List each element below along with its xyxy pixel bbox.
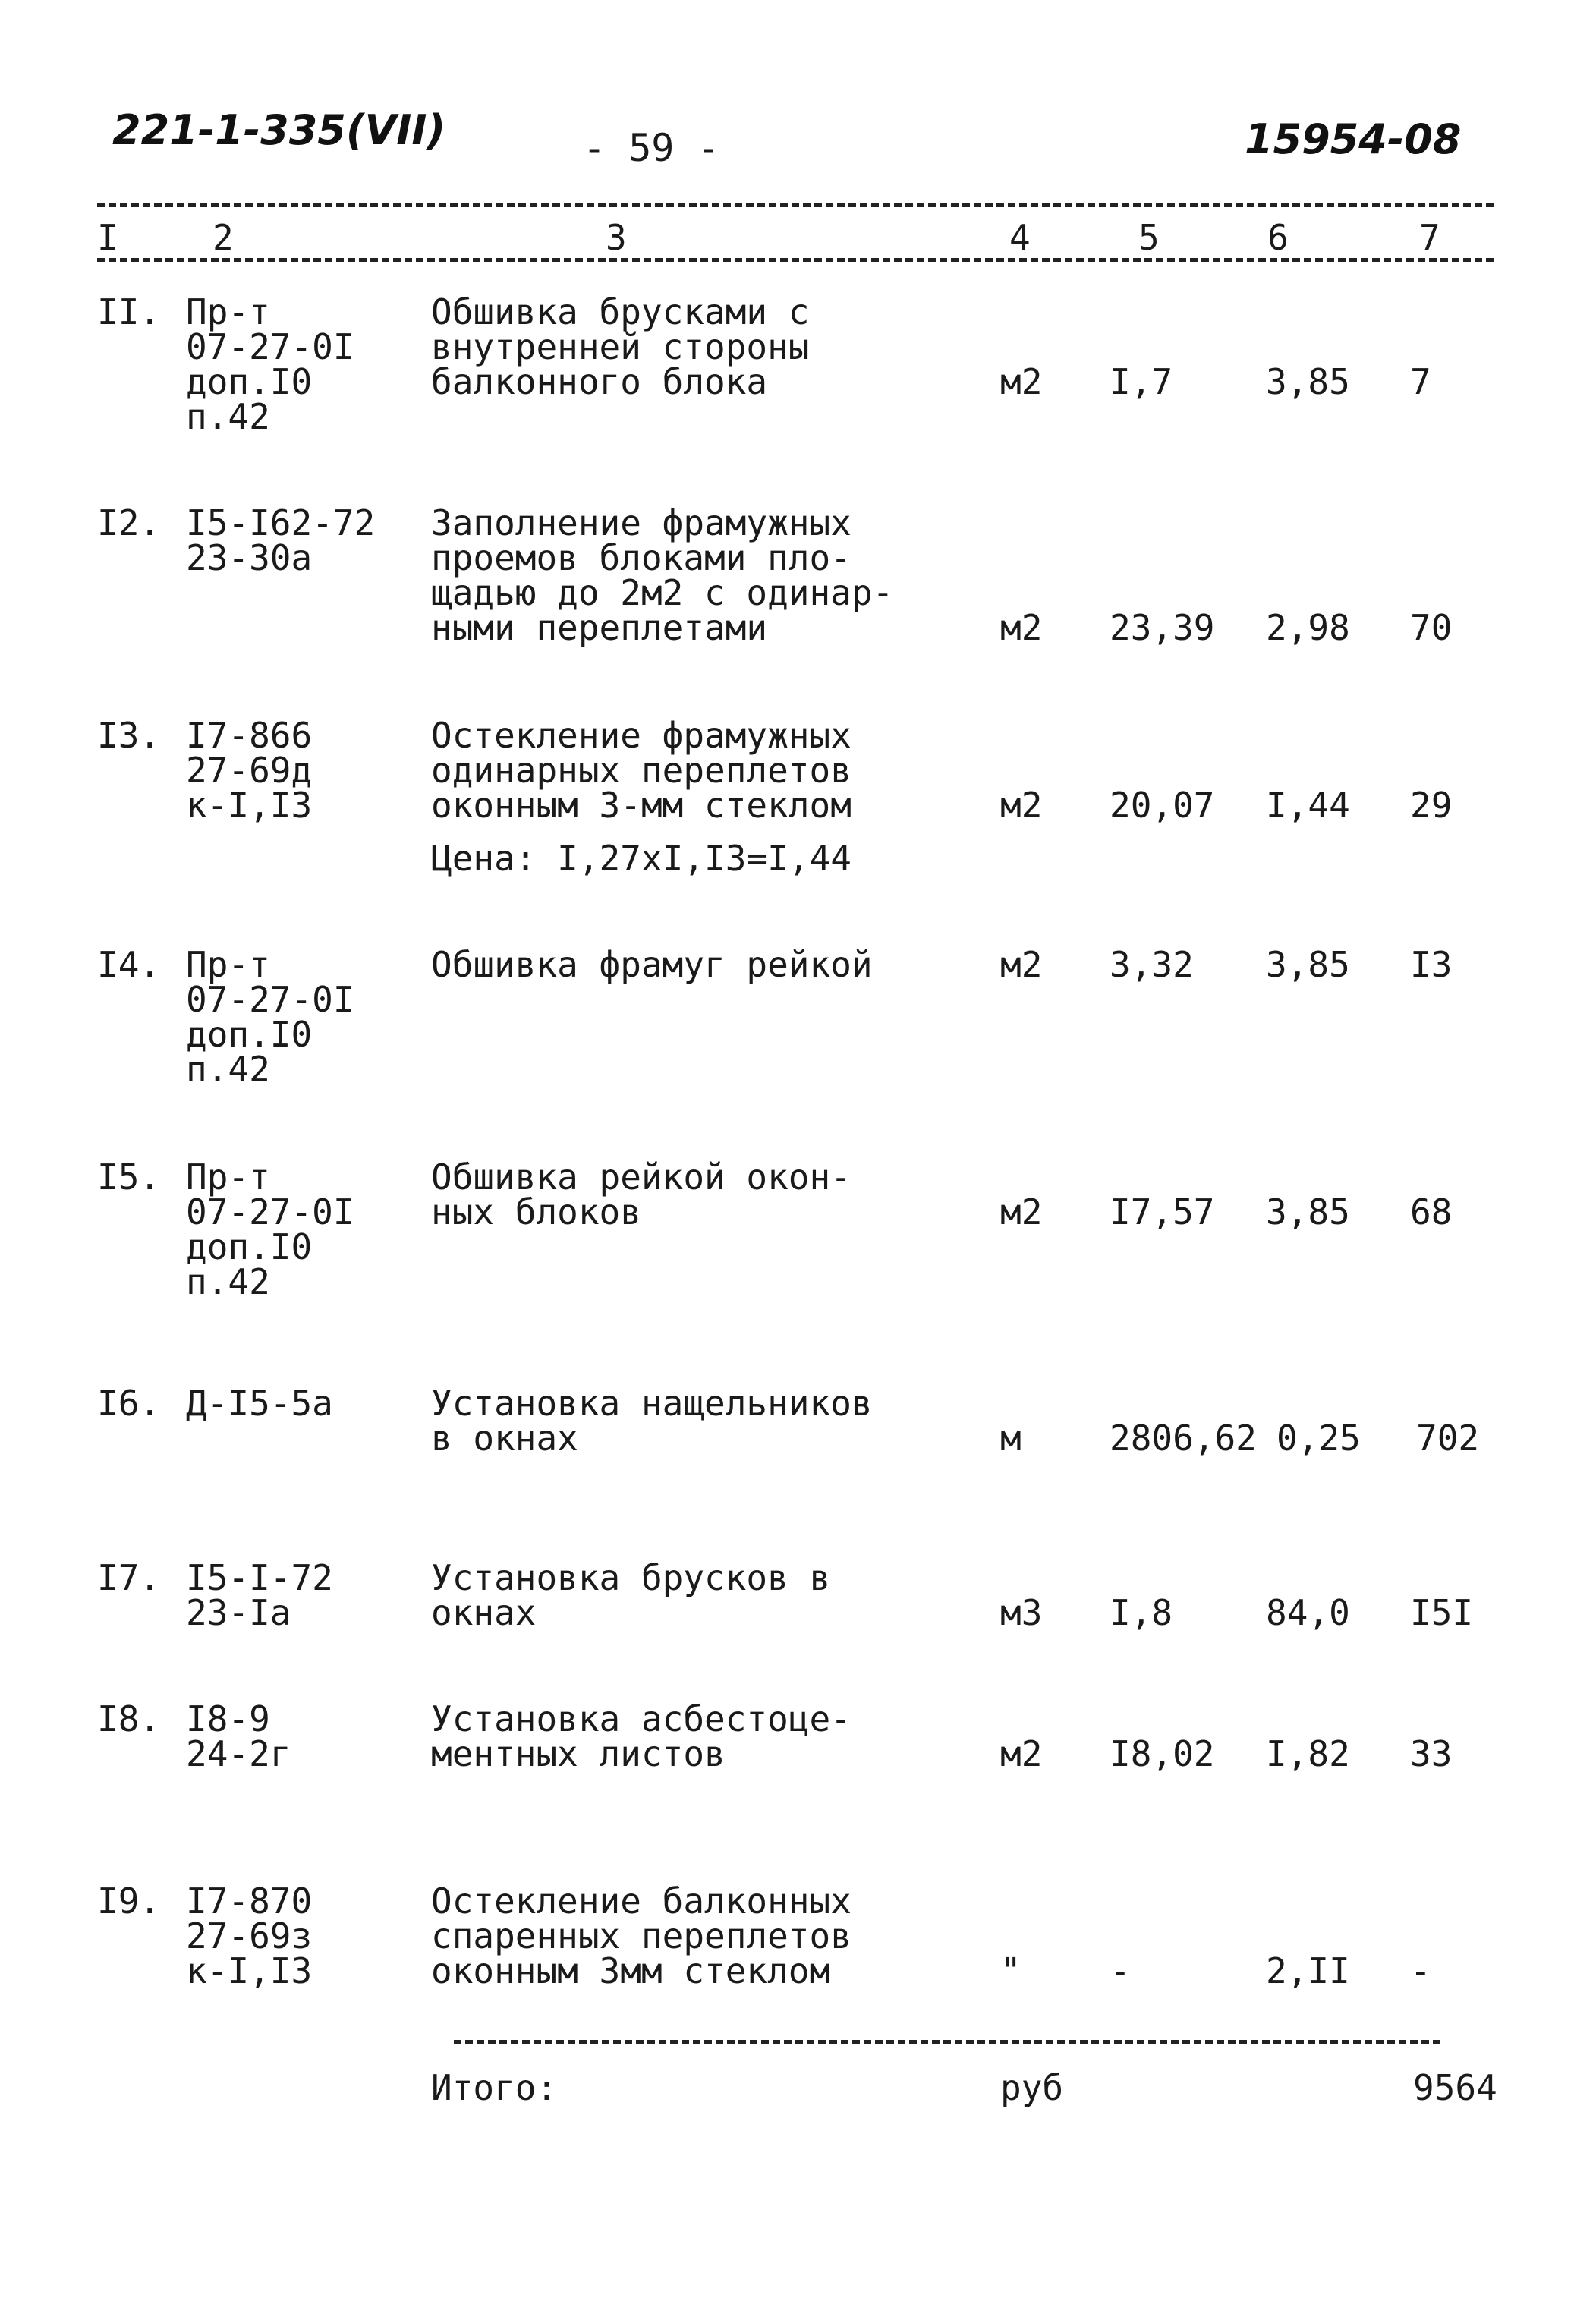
row-quantity: 20,07 — [1110, 785, 1215, 826]
row-number: I6. — [97, 1383, 161, 1424]
row-description: Установка нащельников в окнах — [431, 1383, 873, 1459]
row-quantity: I7,57 — [1110, 1191, 1215, 1232]
row-number: I9. — [97, 1881, 161, 1922]
row-total: 68 — [1410, 1191, 1453, 1232]
row-unit: " — [1000, 1950, 1022, 1991]
row-number: I5. — [97, 1157, 161, 1198]
row-code: I7-870 27-69з к-I,I3 — [186, 1881, 313, 1991]
row-code: I8-9 24-2г — [186, 1698, 291, 1774]
row-quantity: 3,32 — [1110, 944, 1194, 985]
row-price: 0,25 — [1276, 1418, 1361, 1459]
row-total: 7 — [1410, 361, 1431, 402]
row-total: - — [1410, 1950, 1431, 1991]
row-number: II. — [97, 291, 161, 332]
row-price: 3,85 — [1266, 1191, 1350, 1232]
row-description: Установка брусков в окнах — [431, 1557, 831, 1633]
grand-total: 9564 — [1413, 2067, 1497, 2108]
row-unit: м2 — [1000, 944, 1043, 985]
price-note: Цена: I,27хI,I3=I,44 — [431, 838, 852, 879]
row-code: I5-I-72 23-Iа — [186, 1557, 333, 1633]
total-rule — [454, 2040, 1440, 2044]
row-description: Обшивка рейкой окон- ных блоков — [431, 1157, 852, 1232]
col-header-5: 5 — [1138, 217, 1160, 258]
row-price: 2,98 — [1266, 607, 1350, 648]
row-quantity: 23,39 — [1110, 607, 1215, 648]
row-code: Пр-т 07-27-0I доп.I0 п.42 — [186, 291, 354, 437]
row-total: I5I — [1410, 1592, 1474, 1633]
page-number: - 59 - — [583, 126, 720, 170]
row-price: I,82 — [1266, 1733, 1350, 1774]
row-total: 702 — [1416, 1418, 1480, 1459]
row-description: Обшивка брусками с внутренней стороны балконного блока — [431, 291, 810, 402]
row-total: 33 — [1410, 1733, 1453, 1774]
row-description: Остекление балконных спаренных переплетов оконным 3мм стеклом — [431, 1881, 852, 1991]
row-price: I,44 — [1266, 785, 1350, 826]
row-unit: м2 — [1000, 785, 1043, 826]
row-quantity: I,8 — [1110, 1592, 1173, 1633]
row-quantity: 2806,62 — [1110, 1418, 1257, 1459]
row-number: I2. — [97, 502, 161, 543]
row-price: 84,0 — [1266, 1592, 1350, 1633]
col-header-1: I — [97, 217, 118, 258]
row-number: I4. — [97, 944, 161, 985]
row-quantity: - — [1110, 1950, 1131, 1991]
col-header-4: 4 — [1009, 217, 1031, 258]
row-code: I7-866 27-69д к-I,I3 — [186, 715, 313, 826]
row-unit: м2 — [1000, 1733, 1043, 1774]
row-number: I3. — [97, 715, 161, 756]
col-header-6: 6 — [1267, 217, 1289, 258]
header-rule-bottom — [97, 258, 1494, 262]
row-unit: м2 — [1000, 607, 1043, 648]
row-unit: м — [1000, 1418, 1022, 1459]
row-number: I7. — [97, 1557, 161, 1598]
row-quantity: I,7 — [1110, 361, 1173, 402]
total-label: Итого: — [431, 2067, 558, 2108]
total-unit: руб — [1000, 2067, 1064, 2108]
row-total: 70 — [1410, 607, 1453, 648]
row-price: 3,85 — [1266, 361, 1350, 402]
row-quantity: I8,02 — [1110, 1733, 1215, 1774]
row-code: Д-I5-5а — [186, 1383, 333, 1424]
row-code: Пр-т 07-27-0I доп.I0 п.42 — [186, 944, 354, 1090]
row-description: Обшивка фрамуг рейкой — [431, 944, 873, 985]
row-price: 2,II — [1266, 1950, 1350, 1991]
row-total: I3 — [1410, 944, 1453, 985]
row-unit: м2 — [1000, 361, 1043, 402]
col-header-7: 7 — [1419, 217, 1440, 258]
row-unit: м2 — [1000, 1191, 1043, 1232]
row-total: 29 — [1410, 785, 1453, 826]
col-header-2: 2 — [212, 217, 234, 258]
row-code: Пр-т 07-27-0I доп.I0 п.42 — [186, 1157, 354, 1302]
row-description: Установка асбестоце- ментных листов — [431, 1698, 852, 1774]
row-unit: м3 — [1000, 1592, 1043, 1633]
row-description: Остекление фрамужных одинарных переплетов оконным 3-мм стеклом — [431, 715, 852, 826]
col-header-3: 3 — [606, 217, 627, 258]
row-number: I8. — [97, 1698, 161, 1739]
project-code: 221-1-335(VII) — [112, 106, 446, 154]
header-rule-top — [97, 203, 1494, 207]
row-description: Заполнение фрамужных проемов блоками пло- щадью до 2м2 с одинар- ными переплетами — [431, 502, 894, 648]
row-price: 3,85 — [1266, 944, 1350, 985]
row-code: I5-I62-72 23-30а — [186, 502, 376, 578]
document-number: 15954-08 — [1245, 115, 1462, 163]
